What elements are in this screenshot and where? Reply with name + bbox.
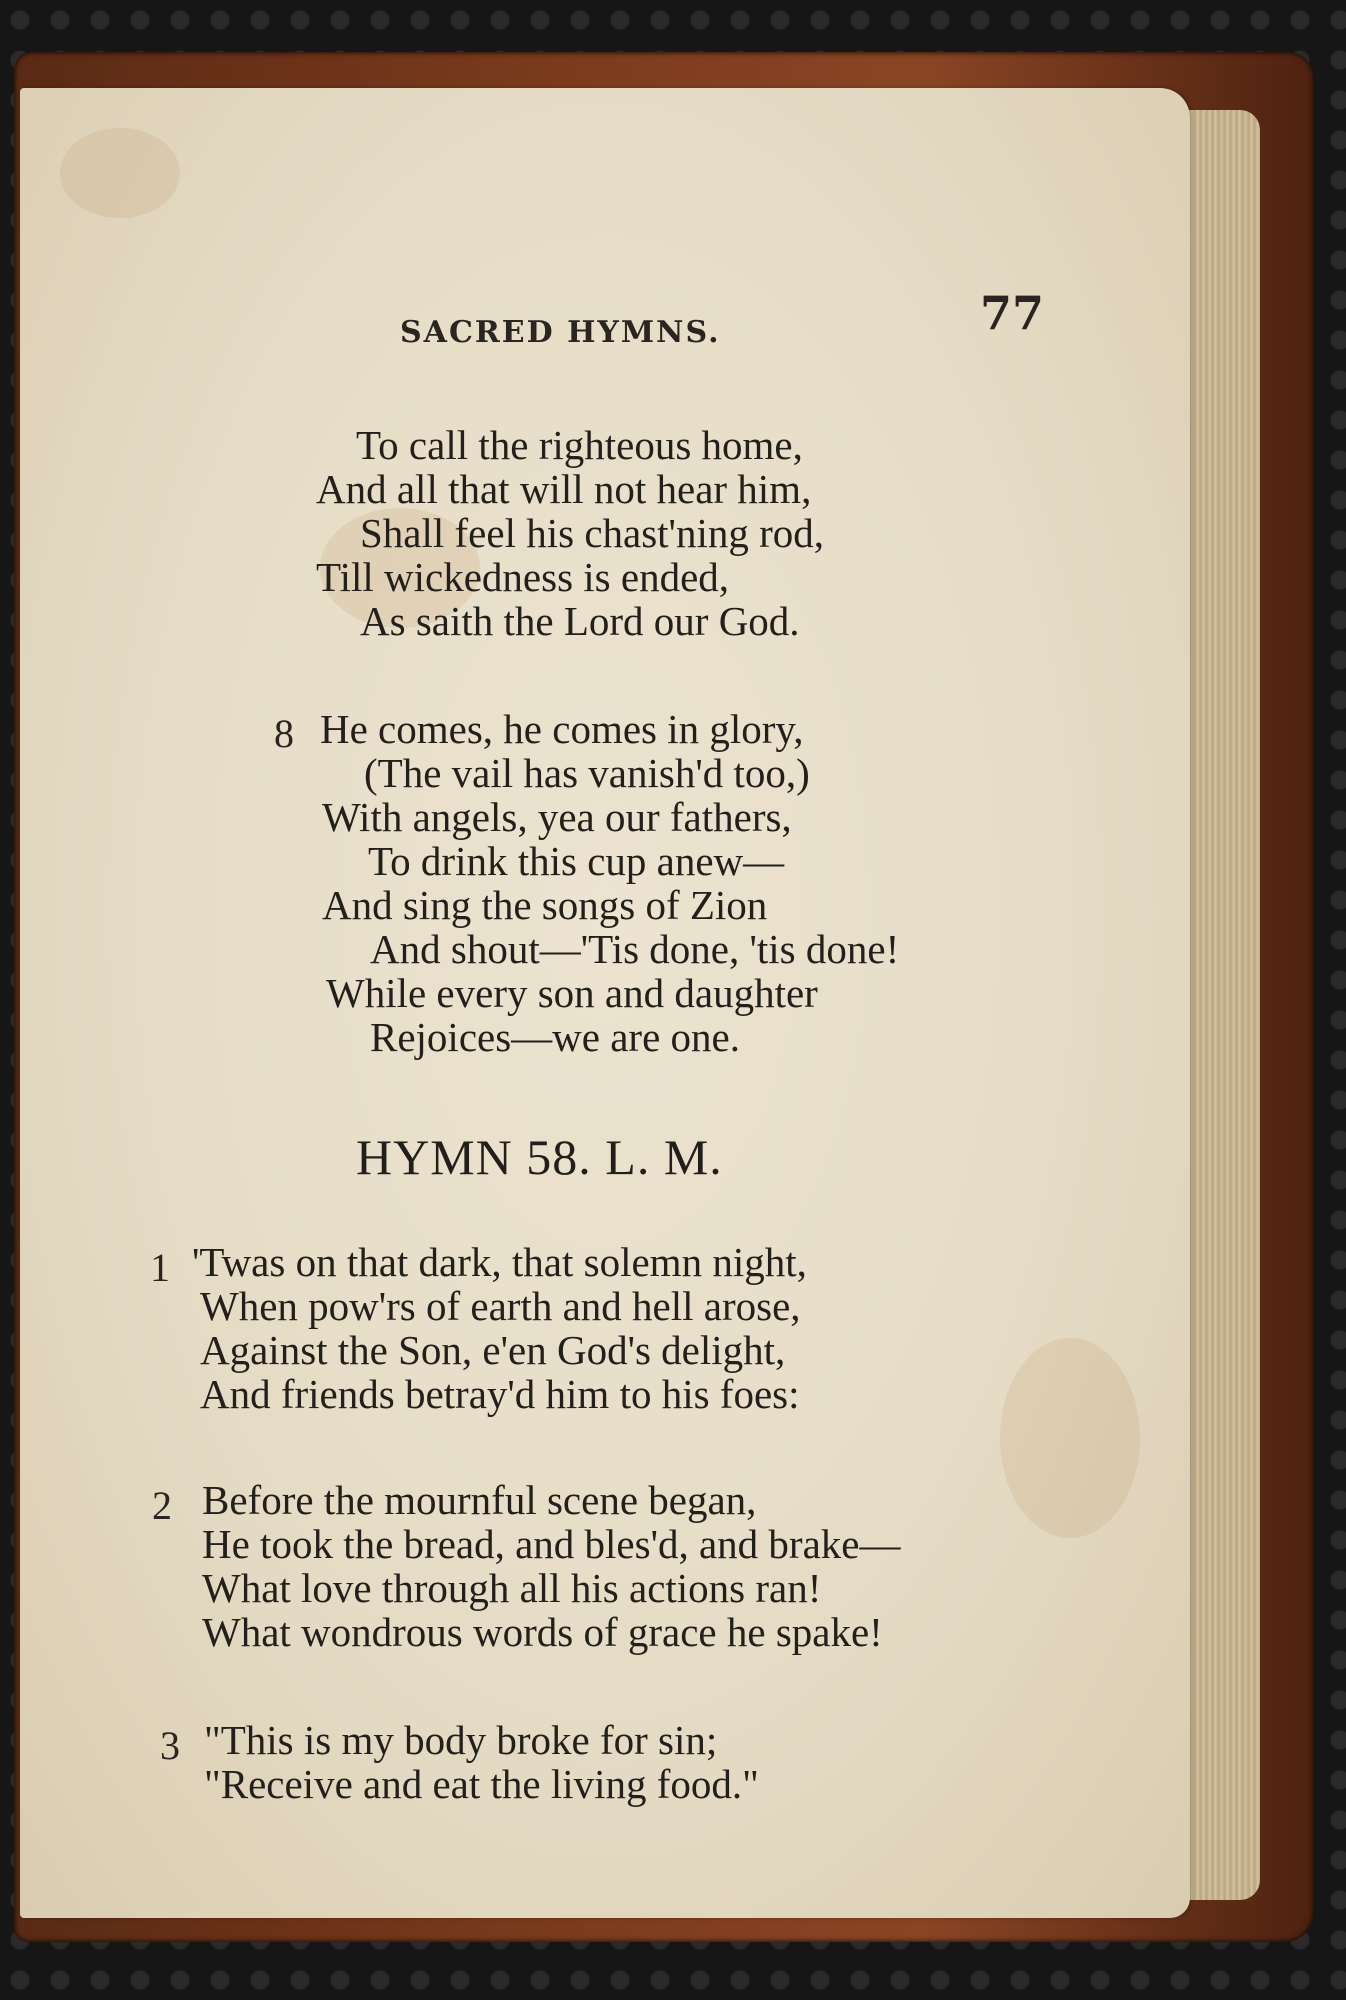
page-stain bbox=[1000, 1338, 1140, 1538]
hymn-title: HYMN 58. L. M. bbox=[356, 1129, 723, 1185]
verse-line: While every son and daughter bbox=[326, 970, 818, 1016]
verse-line: To drink this cup anew— bbox=[368, 838, 785, 884]
verse-line: What wondrous words of grace he spake! bbox=[202, 1609, 883, 1655]
verse-line: Against the Son, e'en God's delight, bbox=[200, 1327, 786, 1373]
verse-line: And friends betray'd him to his foes: bbox=[200, 1371, 800, 1417]
verse-line: When pow'rs of earth and hell arose, bbox=[200, 1283, 801, 1329]
verse-line: And shout—'Tis done, 'tis done! bbox=[370, 926, 900, 972]
verse-line: To call the righteous home, bbox=[356, 422, 803, 468]
page-stain bbox=[60, 128, 180, 218]
verse-line: (The vail has vanish'd too,) bbox=[364, 750, 810, 796]
verse-line: He took the bread, and bles'd, and brake— bbox=[202, 1521, 901, 1567]
verse-line: 'Twas on that dark, that solemn night, bbox=[192, 1239, 807, 1285]
verse-number: 8 bbox=[274, 711, 294, 756]
verse-line: He comes, he comes in glory, bbox=[320, 706, 804, 752]
page-number: 77 bbox=[980, 286, 1045, 340]
verse-line: With angels, yea our fathers, bbox=[322, 794, 792, 840]
verse-line: Till wickedness is ended, bbox=[316, 554, 730, 600]
verse-line: Shall feel his chast'ning rod, bbox=[360, 510, 824, 556]
verse-number: 2 bbox=[152, 1483, 172, 1528]
verse-number: 3 bbox=[160, 1723, 180, 1768]
verse-line: Before the mournful scene began, bbox=[202, 1477, 757, 1523]
verse-line: What love through all his actions ran! bbox=[202, 1565, 822, 1611]
verse-line: As saith the Lord our God. bbox=[360, 598, 800, 644]
verse-line: Rejoices—we are one. bbox=[370, 1014, 740, 1060]
verse-line: And sing the songs of Zion bbox=[322, 882, 768, 928]
running-head: SACRED HYMNS. bbox=[400, 315, 721, 350]
verse-line: "This is my body broke for sin; bbox=[204, 1717, 718, 1763]
verse-line: And all that will not hear him, bbox=[316, 466, 812, 512]
verse-line: "Receive and eat the living food." bbox=[204, 1761, 759, 1807]
verse-number: 1 bbox=[150, 1245, 170, 1290]
